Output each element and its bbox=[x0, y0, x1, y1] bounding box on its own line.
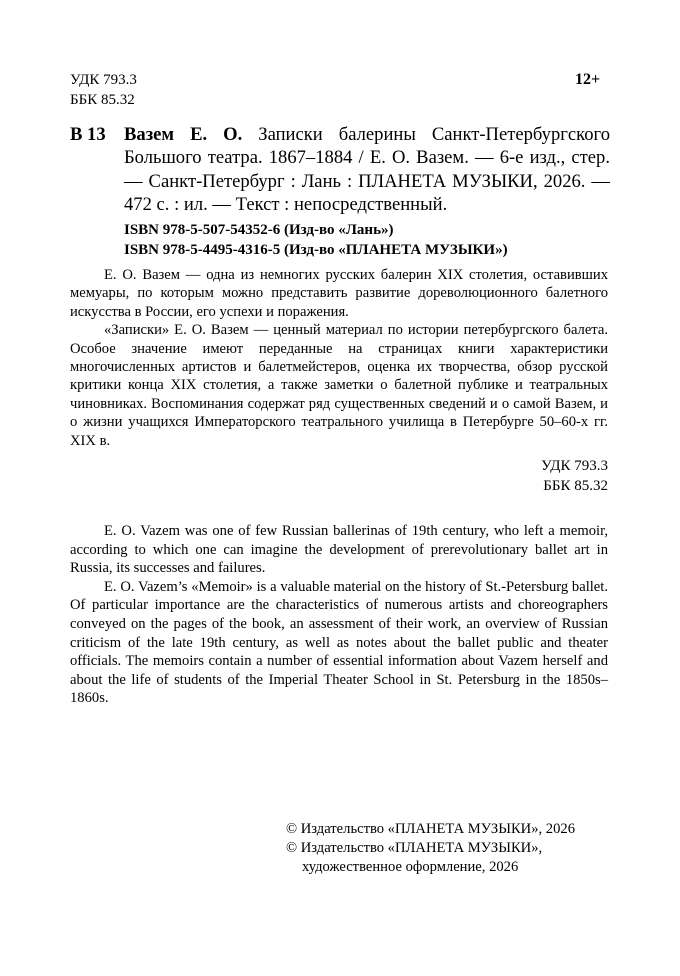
author-mark: В 13 bbox=[70, 124, 106, 145]
isbn-planeta: ISBN 978-5-4495-4316-5 (Изд-во «ПЛАНЕТА МУЗЫКИ») bbox=[124, 242, 508, 258]
title-description: Записки балерины Санкт-Петербургского Большого театра. 1867–1884 / Е. О. Вазем. — 6-е изд., стер. — Санкт-Петербург : Лань : ПЛАНЕТА МУЗЫКИ, 2026. — 472 с. : ил. — Текст : непосредственный. bbox=[124, 124, 610, 216]
copyright-line: © Издательство «ПЛАНЕТА МУЗЫКИ», 2026 bbox=[286, 821, 575, 837]
annotation-paragraph: E. O. Vazem’s «Memoir» is a valuable material on the history of St.-Petersburg ballet. Of particular importance are the characteristics of numerous artists and choreographers conveyed on the pages of the book, an assessment of their work, an overview of Russian criticism of the late 19th century, as well as notes about the ballet public and theater officials. The memoirs contain a number of essential information about Vazem herself and about the life of students of the Imperial Theater School in St. Petersburg in the 1850s–1860s. bbox=[70, 578, 608, 707]
classification-block-right bbox=[541, 456, 608, 496]
classification-block bbox=[70, 70, 137, 110]
isbn-lan: ISBN 978-5-507-54352-6 (Изд-во «Лань») bbox=[124, 222, 394, 238]
bibliographic-description bbox=[124, 123, 610, 217]
bibliographic-record bbox=[70, 123, 610, 217]
copyright-line: © Издательство «ПЛАНЕТА МУЗЫКИ», bbox=[286, 840, 543, 856]
age-rating: 12+ bbox=[575, 71, 601, 88]
annotation-paragraph: E. O. Vazem was one of few Russian ballerinas of 19th century, who left a memoir, according to which one can imagine the development of prerevolutionary ballet art in Russia, its successes and failures. bbox=[70, 523, 608, 577]
bbk-code: ББК 85.32 bbox=[543, 478, 608, 494]
annotation-paragraph: Е. О. Вазем — одна из немногих русских балерин XIX столетия, оставивших мемуары, по которым можно представить развитие дореволюционного балетного искусства в России, его успехи и поражения. bbox=[70, 267, 608, 320]
udk-code: УДК 793.3 bbox=[541, 458, 608, 474]
udk-code: УДК 793.3 bbox=[70, 72, 137, 88]
copyright-block bbox=[286, 820, 575, 877]
bbk-code: ББК 85.32 bbox=[70, 92, 135, 108]
annotation-english bbox=[70, 522, 608, 708]
annotation-paragraph: «Записки» Е. О. Вазем — ценный материал по истории петербургского балета. Особое значение имеют переданные на страницах книги характеристики многочисленных артистов и балетмейстеров, оценка их творчества, обзор русской критики конца XIX столетия, а также заметки о балетной публике и театральных чиновниках. Воспоминания содержат ряд существенных сведений и о самой Вазем, и о жизни учащихся Императорского театрального училища в Петербурге 50–60-х гг. XIX в. bbox=[70, 322, 608, 449]
copyright-line: художественное оформление, 2026 bbox=[302, 859, 519, 875]
isbn-block bbox=[124, 220, 508, 260]
author-name: Вазем Е. О. bbox=[124, 124, 243, 145]
annotation-russian bbox=[70, 266, 608, 450]
